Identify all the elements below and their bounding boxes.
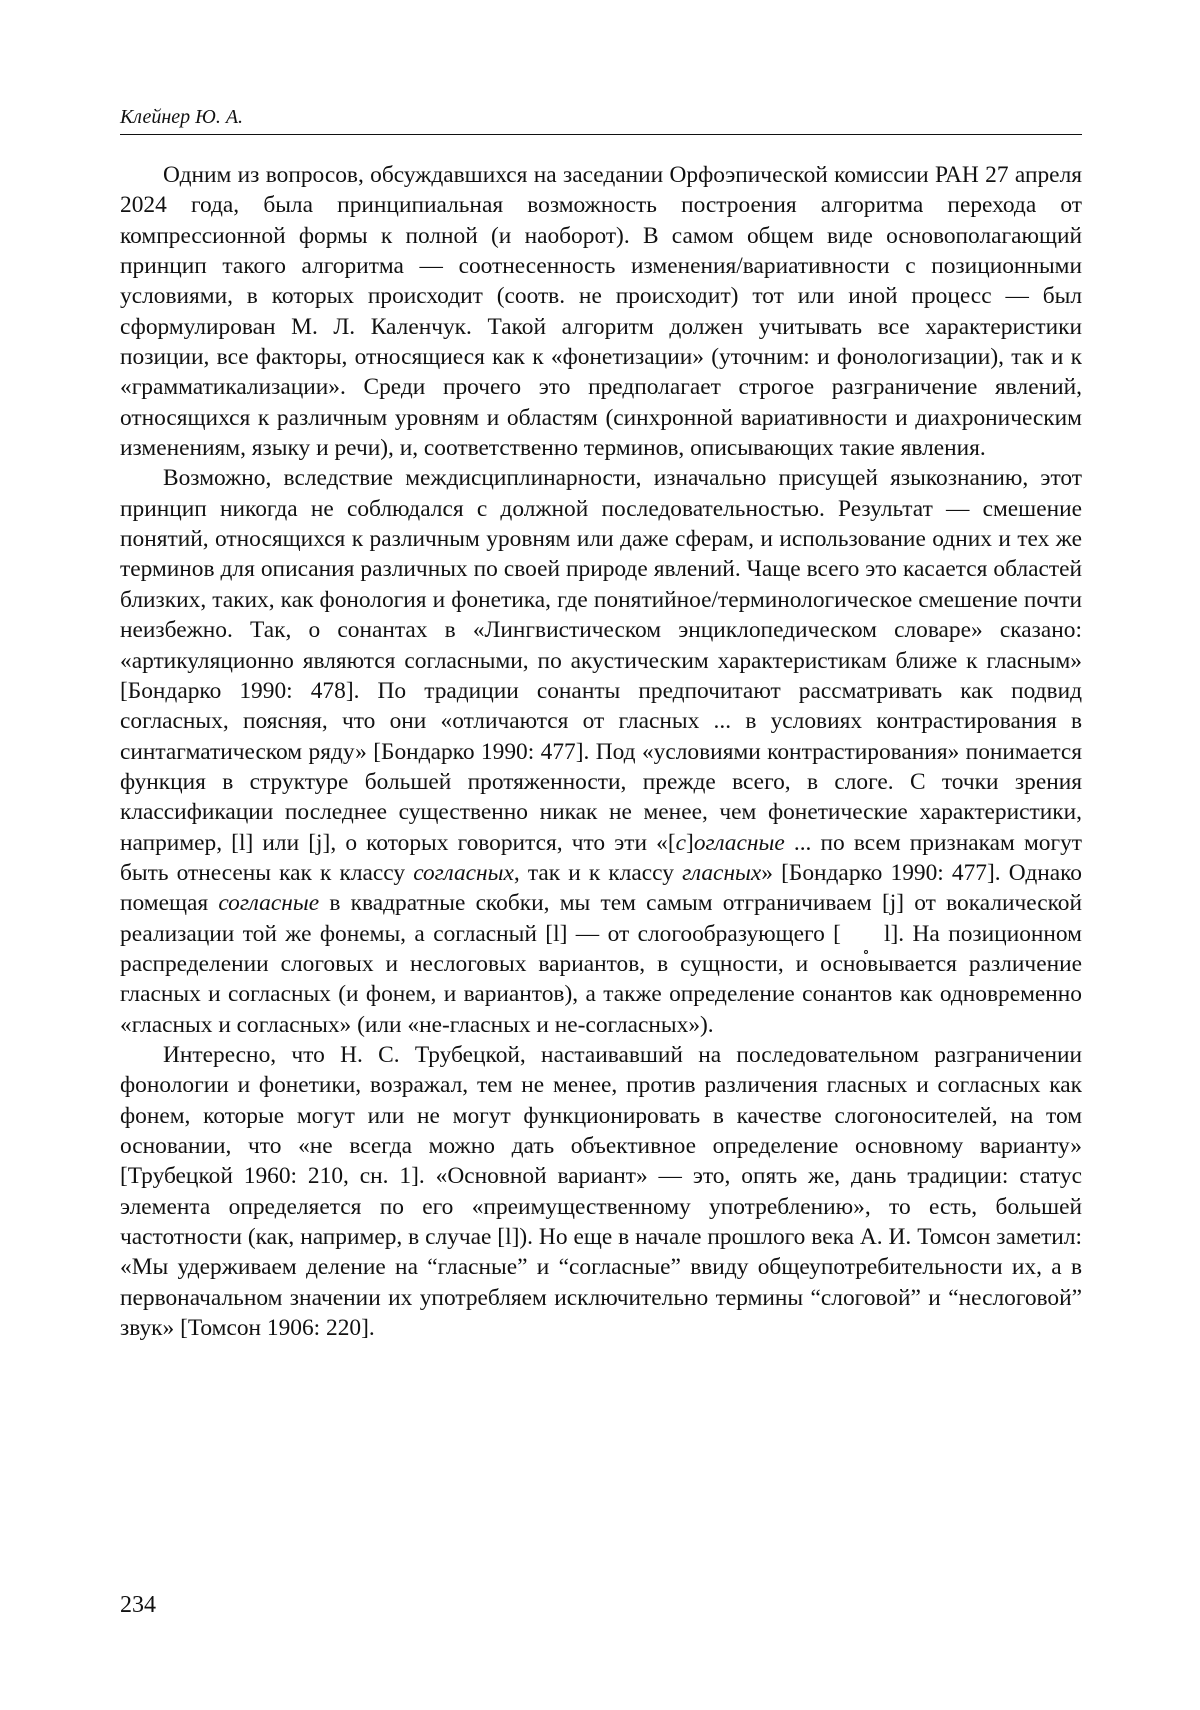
paragraph-1 — [120, 160, 1082, 463]
paragraph-2-bracket: ] — [686, 829, 694, 856]
header-rule — [120, 134, 1082, 135]
paragraph-3-text: Интересно, что Н. С. Трубецкой, настаивавший на последовательном разграничении фонологии и фонетики, возражал, тем не менее, против различения гласных и согласных как фонем, которые могут или не могут функционировать в качестве слогоносителей, на том основании, что «не всегда можно дать объективное определение основному варианту» [Трубецкой 1960: 210, сн. 1]. «Основной вариант» — это, опять же, дань традиции: статус элемента определяется по его «преимущественному употреблению», то есть, большей частотности (как, например, в случае [l]). Но еще в начале прошлого века А. И. Томсон заметил: «Мы удерживаем деление на “гласные” и “согласные” ввиду общеупотребительности их, а в первоначальном значении их употребляем исключительно термины “слоговой” и “неслоговой” звук» [Томсон 1906: 220]. — [120, 1041, 1082, 1342]
syllabic-l-symbol: l — [841, 919, 891, 949]
paragraph-2-part-a: Возможно, вследствие междисциплинарности, изначально присущей языкознанию, этот принцип никогда не соблюдался с должной последовательностью. Результат — смешение понятий, относящихся к различным уровням или даже сферам, и использование одних и тех же терминов для описания различных по своей природе явлений. Чаще всего это касается областей близких, таких, как фонология и фонетика, где понятийное/терминологическое смешение почти неизбежно. Так, о сонантах в «Лингвистическом энциклопедическом словаре» сказано: «артикуляционно являются согласными, по акустическим характеристикам ближе к гласным» [Бондарко 1990: 478]. По традиции сонанты предпочитают рассматривать как подвид согласных, поясняя, что они «отличаются от гласных ... в условиях контрастирования в синтагматическом ряду» [Бондарко 1990: 477]. Под «условиями контрастирования» понимается функция в структуре большей протяженности, прежде всего, в слоге. С точки зрения классификации последнее существенно никак не менее, чем фонетические характеристики, например, [l] или [j], о которых говорится, что эти «[ — [120, 465, 1082, 856]
paragraph-2-part-g: , так и к классу — [513, 859, 683, 886]
paragraph-1-text: Одним из вопросов, обсуждавшихся на заседании Орфоэпической комиссии РАН 27 апреля 2024 года, была принципиальная возможность построения алгоритма перехода от компрессионной формы к полной (и наоборот). В самом общем виде основополагающий принцип такого алгоритма — соотнесенность изменения/вариативности с позиционными условиями, в которых происходит (соотв. не происходит) тот или иной процесс — был сформулирован М. Л. Каленчук. Такой алгоритм должен учитывать все характеристики позиции, все факторы, относящиеся как к «фонетизации» (уточним: и фонологизации), так и к «грамматикализации». Среди прочего это предполагает строгое разграничение явлений, относящихся к различным уровням и областям (синхронной вариативности и диахроническим изменениям, языку и речи), и, соответственно терминов, описывающих такие явления. — [120, 162, 1082, 462]
paragraph-3 — [120, 1040, 1082, 1343]
paragraph-2-part-e: ... по всем признакам могут быть отнесены как к классу — [120, 829, 1082, 886]
article-body — [120, 160, 1082, 1343]
paragraph-2-part-i: » [Бондарко 1990: 477]. Однако помещая — [120, 859, 1083, 917]
paragraph-2-italic-term-4: согласные — [218, 890, 320, 917]
paragraph-2 — [120, 463, 1082, 1040]
paragraph-2-italic-term-3: гласных — [682, 859, 762, 886]
page-number: 234 — [120, 1592, 156, 1618]
paragraph-2-italic-term-1: огласные — [693, 829, 785, 856]
paragraph-2-italic-letter: с — [675, 829, 687, 856]
paragraph-2-part-k: в квадратные скобки, мы тем самым отграничиваем [j] от вокалической реализации той же фонемы, а согласный [l] — от слогообразующего [ — [120, 890, 1083, 947]
running-title: Клейнер Ю. А. — [120, 106, 244, 128]
paragraph-2-italic-term-2: согласных — [413, 859, 514, 886]
paragraph-2-part-m: ]. На позиционном распределении слоговых и неслоговых вариантов, в сущности, и основывается различение гласных и согласных (и фонем, и вариантов), а также определение сонантов как одновременно «гласных и согласных» (или «не-гласных и не-согласных»). — [120, 920, 1082, 1038]
